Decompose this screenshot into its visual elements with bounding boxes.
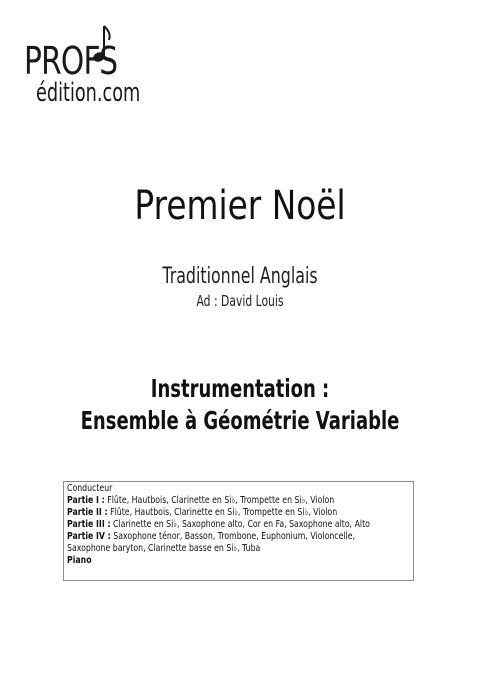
logo-site-text: édition.com — [36, 78, 141, 108]
part-2-label: Partie II : — [67, 507, 108, 518]
instrumentation-ensemble: Ensemble à Géométrie Variable — [80, 406, 400, 435]
logo-brand-text: PROFS — [24, 39, 118, 83]
part-4-instruments: Saxophone ténor, Basson, Trombone, Euphonium, Violoncelle, — [113, 531, 356, 542]
part-3 — [67, 519, 414, 531]
part-piano-label: Piano — [67, 555, 92, 566]
profs-edition-logo — [24, 22, 174, 112]
piece-title: Premier Noël — [134, 183, 346, 229]
part-1 — [67, 495, 414, 507]
part-3-label: Partie III : — [67, 519, 111, 530]
part-4 — [67, 531, 414, 543]
part-2-instruments: Flûte, Hautbois, Clarinette en Si♭, Trompette en Si♭, Violon — [110, 507, 338, 518]
parts-list — [63, 481, 414, 581]
composer: Traditionnel Anglais — [162, 264, 318, 289]
instrumentation-heading: Instrumentation : — [150, 374, 330, 403]
part-2 — [67, 507, 414, 519]
part-piano — [67, 555, 414, 567]
part-3-instruments: Clarinette en Si♭, Saxophone alto, Cor en Fa, Saxophone alto, Alto — [113, 519, 370, 530]
part-1-label: Partie I : — [67, 495, 105, 506]
part-conductor: Conducteur — [67, 483, 113, 494]
arranger: Ad : David Louis — [196, 292, 284, 310]
part-4-continued: Saxophone baryton, Clarinette basse en Si♭, Tuba — [67, 543, 261, 554]
part-4-label: Partie IV : — [67, 531, 111, 542]
part-1-instruments: Flûte, Hautbois, Clarinette en Si♭, Trompette en Si♭, Violon — [107, 495, 335, 506]
